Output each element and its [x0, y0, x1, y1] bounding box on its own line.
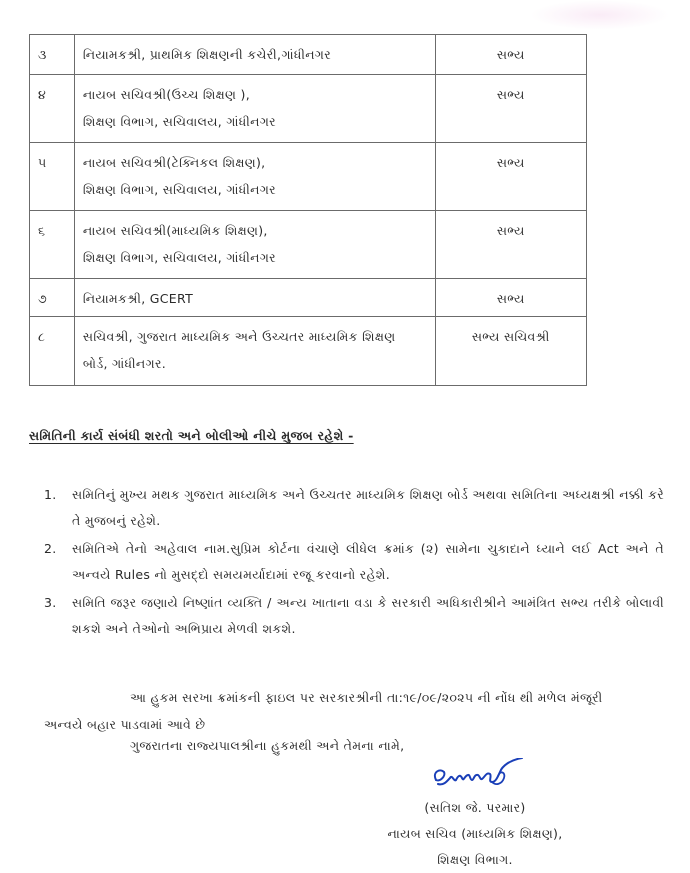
condition-text: સમિતિનું મુખ્ય મથક ગુજરાત માધ્યમિક અને ઉચ્ચતર માધ્યમિક શિક્ષણ બોર્ડ અથવા સમિતિના અધ્યક્ષશ્રી નક્કી કરે તે મુજબનું રહેશે.: [72, 487, 664, 528]
member-name: [74, 279, 435, 317]
serial-number: ૮: [30, 317, 75, 386]
member-name-line: બોર્ડ, ગાંધીનગર.: [82, 356, 166, 371]
serial-number: ૫: [30, 143, 75, 211]
serial-number: ૪: [30, 75, 75, 143]
member-name: [74, 317, 435, 386]
member-name-line: નિયામકશ્રી, GCERT: [82, 291, 194, 306]
signatory-department: શિક્ષણ વિભાગ.: [437, 852, 513, 867]
member-name-line: શિક્ષણ વિભાગ, સચિવાલય, ગાંધીનગર: [82, 182, 276, 197]
table-row: [30, 317, 587, 386]
condition-text: સમિતિ જરૂર જણાયે નિષ્ણાંત વ્યક્તિ / અન્ય ખાતાના વડા કે સરકારી અધિકારીશ્રીને આમંત્રિત સભ્ય તરીકે બોલાવી શકશે અને તેઓનો અભિપ્રાય મેળવી શકશે.: [72, 595, 664, 636]
member-name-line: નિયામકશ્રી, પ્રાથમિક શિક્ષણની કચેરી,ગાંધીનગર: [82, 47, 331, 62]
condition-number: 3.: [44, 595, 57, 610]
signatory-block: [360, 795, 590, 873]
table-row: [30, 211, 587, 279]
serial-number: ૭: [30, 279, 75, 317]
member-name-line: શિક્ષણ વિભાગ, સચિવાલય, ગાંધીનગર: [82, 250, 276, 265]
signature-icon: [430, 758, 530, 792]
member-role: સભ્ય સચિવશ્રી: [435, 317, 587, 386]
table-row: [30, 279, 587, 317]
member-role: સભ્ય: [435, 35, 587, 75]
member-role: સભ્ય: [435, 211, 587, 279]
condition-item: [44, 536, 664, 588]
signatory-name: (સતિશ જે. પરમાર): [424, 800, 526, 815]
table-row: [30, 35, 587, 75]
governor-authority-line: ગુજરાતના રાજ્યપાલશ્રીના હુકમથી અને તેમના નામે,: [130, 738, 405, 753]
member-name-line: નાયબ સચિવશ્રી(ઉચ્ચ શિક્ષણ ),: [82, 87, 250, 102]
serial-number: ૩: [30, 35, 75, 75]
member-name: [74, 35, 435, 75]
table-row: [30, 75, 587, 143]
committee-members-table: [29, 34, 587, 386]
scan-artifact: [530, 0, 670, 30]
condition-number: 1.: [44, 487, 57, 502]
conditions-heading: સમિતિની કાર્ય સંબંધી શરતો અને બોલીઓ નીચે મુજબ રહેશે -: [29, 428, 354, 443]
member-name: [74, 211, 435, 279]
member-role: સભ્ય: [435, 279, 587, 317]
member-name-line: નાયબ સચિવશ્રી(ટેક્નિકલ શિક્ષણ),: [82, 155, 266, 170]
conditions-list: [44, 482, 664, 644]
table-row: [30, 143, 587, 211]
member-name-line: સચિવશ્રી, ગુજરાત માધ્યમિક અને ઉચ્ચતર માધ્યમિક શિક્ષણ: [82, 329, 396, 344]
condition-number: 2.: [44, 541, 57, 556]
signatory-designation: નાયબ સચિવ (માધ્યમિક શિક્ષણ),: [387, 826, 563, 841]
condition-item: [44, 590, 664, 642]
member-name: [74, 75, 435, 143]
member-name-line: શિક્ષણ વિભાગ, સચિવાલય, ગાંધીનગર: [82, 114, 276, 129]
member-role: સભ્ય: [435, 143, 587, 211]
order-line: આ હુકમ સરખા ક્રમાંકની ફાઇલ પર સરકારશ્રીની તા:૧૯/૦૯/૨૦૨૫ ની નોંધ થી મળેલ મંજૂરી: [130, 690, 603, 705]
member-name: [74, 143, 435, 211]
serial-number: ૬: [30, 211, 75, 279]
order-line: અન્વયે બહાર પાડવામાં આવે છે: [44, 717, 206, 732]
order-paragraph: [44, 684, 664, 738]
condition-item: [44, 482, 664, 534]
member-role: સભ્ય: [435, 75, 587, 143]
member-name-line: નાયબ સચિવશ્રી(માધ્યમિક શિક્ષણ),: [82, 223, 268, 238]
condition-text: સમિતિએ તેનો અહેવાલ નામ.સુપ્રિમ કોર્ટના વંચાણે લીધેલ ક્રમાંક (૨) સામેના ચુકાદાને ધ્યાને લઈ Act અને તે અન્વયે Rules નો મુસદ્દો સમયમર્યાદામાં રજૂ કરવાનો રહેશે.: [72, 541, 664, 582]
